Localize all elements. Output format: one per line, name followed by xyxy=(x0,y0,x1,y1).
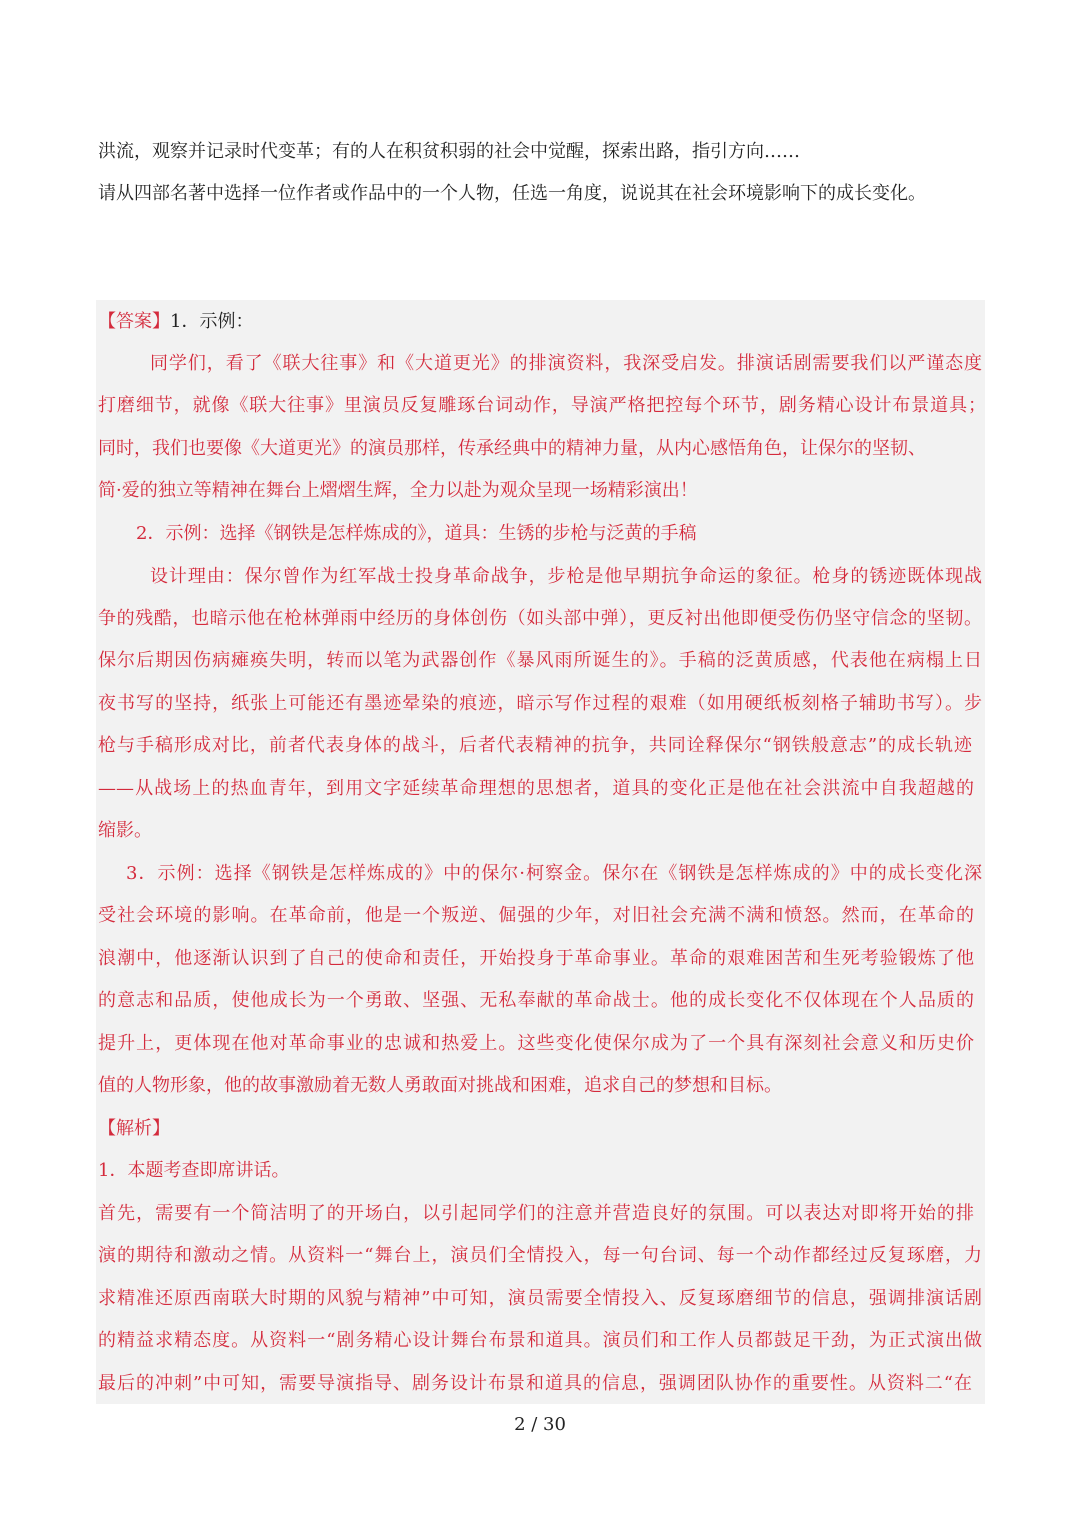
answer-line: 保尔后期因伤病瘫痪失明，转而以笔为武器创作《暴风雨所诞生的》。手稿的泛黄质感，代表他在病榻上日 xyxy=(98,650,982,671)
answer-line: ——从战场上的热血青年，到用文字延续革命理想的思想者，道具的变化正是他在社会洪流中自我超越的 xyxy=(98,778,974,799)
answer-item3-head: 3．示例：选择《钢铁是怎样炼成的》中的保尔·柯察金。保尔在《钢铁是怎样炼成的》中的成长变化深 xyxy=(126,863,982,884)
analysis-line: 的精益求精态度。从资料一“剧务精心设计舞台布景和道具。演员们和工作人员都鼓足干劲，为正式演出做 xyxy=(98,1330,982,1351)
answer-line: 值的人物形象，他的故事激励着无数人勇敢面对挑战和困难，追求自己的梦想和目标。 xyxy=(98,1075,782,1096)
analysis-line: 求精准还原西南联大时期的风貌与精神”中可知，演员需要全情投入、反复琢磨细节的信息，强调排演话剧 xyxy=(98,1288,982,1309)
answer-section xyxy=(96,300,985,1404)
answer-header xyxy=(98,310,982,334)
analysis-label: 【解析】 xyxy=(98,1118,170,1139)
answer-line: 受社会环境的影响。在革命前，他是一个叛逆、倔强的少年，对旧社会充满不满和愤怒。然而，在革命的 xyxy=(98,905,974,926)
answer-line: 简·爱的独立等精神在舞台上熠熠生辉，全力以赴为观众呈现一场精彩演出！ xyxy=(98,480,698,501)
answer-line: 打磨细节，就像《联大往事》里演员反复雕琢台词动作，导演严格把控每个环节，剧务精心设计布景道具； xyxy=(98,395,986,416)
answer-line: 同时，我们也要像《大道更光》的演员那样，传承经典中的精神力量，从内心感悟角色，让保尔的坚韧、 xyxy=(98,438,926,459)
answer-item2-head: 2．示例：选择《钢铁是怎样炼成的》，道具：生锈的步枪与泛黄的手稿 xyxy=(136,523,697,544)
answer-line: 争的残酷，也暗示他在枪林弹雨中经历的身体创伤（如头部中弹），更反衬出他即便受伤仍坚守信念的坚韧。 xyxy=(98,608,982,629)
answer-label: 【答案】 xyxy=(98,311,170,332)
answer-line: 提升上，更体现在他对革命事业的忠诚和热爱上。这些变化使保尔成为了一个具有深刻社会意义和历史价 xyxy=(98,1033,974,1054)
page-number: 2 / 30 xyxy=(514,1414,566,1435)
answer-line: 枪与手稿形成对比，前者代表身体的战斗，后者代表精神的抗争，共同诠释保尔“钢铁般意志”的成长轨迹 xyxy=(98,735,972,756)
answer-line: 缩影。 xyxy=(98,820,152,841)
question-prompt: 请从四部名著中选择一位作者或作品中的一个人物，任选一角度，说说其在社会环境影响下的成长变化。 xyxy=(98,183,926,204)
answer-line: 浪潮中，他逐渐认识到了自己的使命和责任，开始投身于革命事业。革命的艰难困苦和生死考验锻炼了他 xyxy=(98,948,974,969)
answer-line: 的意志和品质，使他成长为一个勇敢、坚强、无私奉献的革命战士。他的成长变化不仅体现在个人品质的 xyxy=(98,990,974,1011)
answer-line: 设计理由：保尔曾作为红军战士投身革命战争，步枪是他早期抗争命运的象征。枪身的锈迹既体现战 xyxy=(150,566,982,587)
answer-item1-head: 1．示例： xyxy=(170,311,254,332)
answer-line: 夜书写的坚持，纸张上可能还有墨迹晕染的痕迹，暗示写作过程的艰难（如用硬纸板刻格子辅助书写）。步 xyxy=(98,693,982,714)
analysis-item1-head: 1．本题考查即席讲话。 xyxy=(98,1160,290,1181)
analysis-line: 最后的冲刺”中可知，需要导演指导、剧务设计布景和道具的信息，强调团队协作的重要性。从资料二“在 xyxy=(98,1373,972,1394)
analysis-line: 演的期待和激动之情。从资料一“舞台上，演员们全情投入，每一句台词、每一个动作都经过反复琢磨，力 xyxy=(98,1245,982,1266)
question-line: 洪流，观察并记录时代变革；有的人在积贫积弱的社会中觉醒，探索出路，指引方向…… xyxy=(98,141,800,162)
analysis-line: 首先，需要有一个简洁明了的开场白，以引起同学们的注意并营造良好的氛围。可以表达对即将开始的排 xyxy=(98,1203,974,1224)
answer-line: 同学们，看了《联大往事》和《大道更光》的排演资料，我深受启发。排演话剧需要我们以严谨态度 xyxy=(150,353,982,374)
